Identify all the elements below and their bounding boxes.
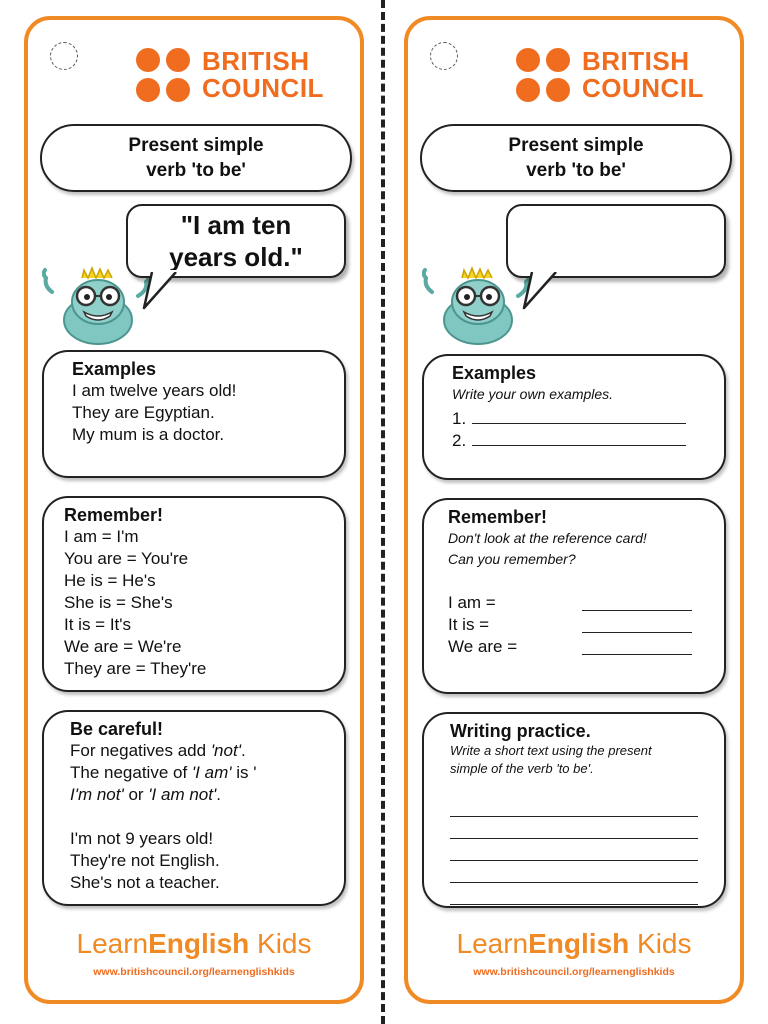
practice-bookmark [404,16,744,1004]
title-line-1: Present simple [128,135,264,156]
examples-heading: Examples [72,359,157,379]
example-line: My mum is a doctor. [72,425,225,444]
negative-example-line: I'm not 9 years old! [70,829,214,848]
be-careful-heading: Be careful! [70,719,164,739]
recall-answer-line[interactable] [582,592,692,611]
bubble-line-1: "I am ten [180,210,292,240]
remember-heading: Remember! [64,505,164,525]
british-council-logo [516,46,726,106]
example-line: I am twelve years old! [72,381,237,400]
writing-line[interactable] [450,860,698,861]
negative-rule-line: For negatives add 'not'. [70,741,246,760]
recall-answer-line[interactable] [582,636,692,655]
bubble-line-2: years old." [169,242,303,272]
footer-url: www.britishcouncil.org/learnenglishkids [473,966,675,978]
example-number: 2. [452,431,467,450]
british-council-logo [136,46,346,106]
writing-line[interactable] [450,904,698,905]
punch-hole [50,42,78,70]
examples-box [42,350,346,478]
example-answer-line[interactable] [472,427,686,446]
cut-line [381,0,385,1024]
title-box [40,124,352,192]
punch-hole [430,42,458,70]
negative-example-line: She's not a teacher. [70,873,220,892]
logo-line-2: COUNCIL [582,73,704,103]
recall-prompt: I am = [448,593,496,612]
contraction-line: They are = They're [64,659,207,678]
writing-instruction: Write a short text using the present [450,743,652,758]
writing-heading: Writing practice. [450,721,591,741]
learnenglish-kids-footer [408,928,740,978]
learnenglish-kids-logo: LearnEnglish Kids [76,928,312,959]
logo-dots-icon [136,48,194,104]
learnenglish-kids-logo: LearnEnglish Kids [456,928,692,959]
logo-dots-icon [516,48,574,104]
be-careful-box [42,710,346,906]
examples-box [422,354,726,480]
recall-answer-line[interactable] [582,614,692,633]
remember-box [422,498,726,694]
remember-instruction: Can you remember? [448,551,576,567]
contraction-line: He is = He's [64,571,156,590]
remember-instruction: Don't look at the reference card! [448,530,647,546]
remember-heading: Remember! [448,507,548,527]
title-line-1: Present simple [508,135,644,156]
examples-heading: Examples [452,363,537,383]
contraction-line: We are = We're [64,637,182,656]
contraction-line: She is = She's [64,593,173,612]
contraction-line: It is = It's [64,615,132,634]
recall-prompt: We are = [448,637,518,656]
speech-tail-icon [142,270,192,310]
footer-url: www.britishcouncil.org/learnenglishkids [93,966,295,978]
speech-bubble [126,204,346,278]
negative-rule-line: The negative of 'I am' is ' [70,763,257,782]
speech-tail-icon [522,270,572,310]
contraction-line: You are = You're [64,549,189,568]
title-box [420,124,732,192]
reference-bookmark [24,16,364,1004]
title-line-2: verb 'to be' [526,160,626,181]
writing-line[interactable] [450,816,698,817]
writing-instruction: simple of the verb 'to be'. [450,761,594,776]
example-number: 1. [452,409,467,428]
writing-line[interactable] [450,882,698,883]
title-line-2: verb 'to be' [146,160,246,181]
writing-line[interactable] [450,838,698,839]
negative-example-line: They're not English. [70,851,220,870]
empty-speech-bubble [506,204,726,278]
negative-rule-line: I'm not' or 'I am not'. [70,785,221,804]
logo-line-1: BRITISH [582,46,690,76]
contraction-line: I am = I'm [64,527,139,546]
writing-practice-box [422,712,726,908]
logo-line-2: COUNCIL [202,73,324,103]
remember-box [42,496,346,692]
logo-line-1: BRITISH [202,46,310,76]
recall-prompt: It is = [448,615,490,634]
example-line: They are Egyptian. [72,403,215,422]
examples-instruction: Write your own examples. [452,386,614,402]
learnenglish-kids-footer [28,928,360,978]
example-answer-line[interactable] [472,405,686,424]
